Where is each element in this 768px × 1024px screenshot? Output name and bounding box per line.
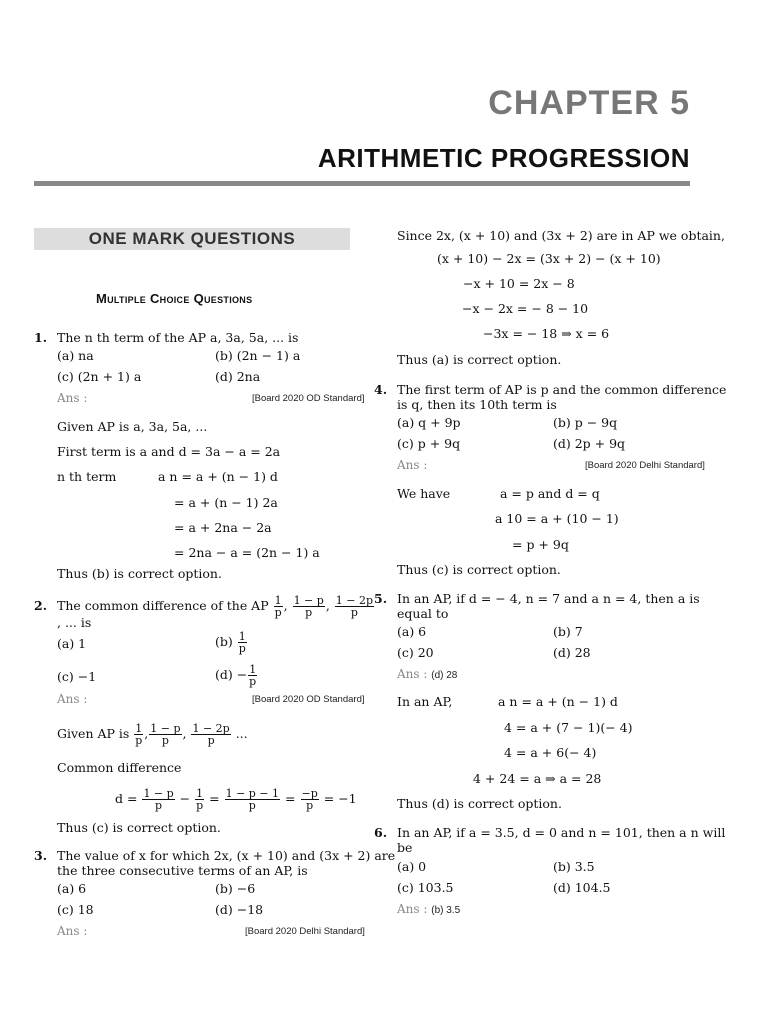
- fraction: [149, 723, 181, 746]
- solution-line: = p + 9q: [512, 537, 569, 552]
- denominator: p: [274, 606, 282, 619]
- numerator: 1 − p: [293, 594, 324, 607]
- solution-given: Given AP is $\frac{1}{p}$ , $\frac{1 - p}{p}$ , $\frac{1 - 2p}{p}$ ...: [57, 722, 248, 747]
- question-number: 6.: [374, 825, 388, 840]
- denominator: p: [161, 734, 169, 747]
- option-a: (a) na: [57, 348, 94, 363]
- numerator: 1: [238, 630, 246, 643]
- option-c: (c) p + 9q: [397, 436, 461, 451]
- solution-line: a 10 = a + (10 − 1): [495, 511, 619, 526]
- option-a: (a) 6: [397, 624, 427, 639]
- answer-label: Ans :: [57, 924, 88, 938]
- answer-label-text: Ans :: [397, 667, 428, 681]
- question-stem: The n th term of the AP a, 3a, 5a, ... is: [57, 330, 299, 345]
- option-b: (b) (2n − 1) a: [215, 348, 301, 363]
- solution-line: = a + (n − 1) 2a: [174, 495, 278, 510]
- question-stem: The common difference of the AP $\frac{1}{p}$ , $\frac{1 - p}{p}$ , $\frac{1 - 2p}{p}$: [57, 594, 374, 619]
- solution-line: Common difference: [57, 760, 182, 775]
- option-label: (b): [215, 634, 233, 649]
- solution-line: −x + 10 = 2x − 8: [463, 276, 575, 291]
- board-tag: [Board 2020 OD Standard]: [252, 393, 365, 404]
- section-heading: ONE MARK QUESTIONS: [34, 228, 350, 250]
- solution-conclusion: Thus (a) is correct option.: [397, 352, 562, 367]
- board-tag: [Board 2020 Delhi Standard]: [245, 926, 365, 937]
- question-number: 5.: [374, 591, 388, 606]
- fraction: [195, 788, 204, 811]
- board-tag: [Board 2020 OD Standard]: [252, 694, 365, 705]
- numerator: 1: [196, 787, 204, 800]
- denominator: p: [350, 606, 358, 619]
- question-stem: is q, then its 10th term is: [397, 397, 557, 412]
- answer-label: Ans :: [397, 458, 428, 472]
- option-d: [215, 664, 258, 687]
- fraction: [248, 664, 257, 687]
- option-a: (a) 0: [397, 859, 427, 874]
- numerator: −p: [301, 787, 318, 800]
- chapter-number: CHAPTER 5: [488, 84, 690, 122]
- option-c: (c) −1: [57, 669, 97, 684]
- option-d: (d) 2na: [215, 369, 261, 384]
- solution-line: Since 2x, (x + 10) and (3x + 2) are in AP we obtain,: [397, 228, 725, 243]
- answer-label: Ans :: [57, 692, 88, 706]
- answer-label: [397, 667, 457, 683]
- solution-line: n th term: [57, 469, 117, 484]
- option-a: (a) q + 9p: [397, 415, 461, 430]
- title-divider: [34, 181, 690, 186]
- solution-conclusion: Thus (d) is correct option.: [397, 796, 562, 811]
- question-number: 3.: [34, 848, 48, 863]
- answer-label: Ans :: [57, 391, 88, 405]
- denominator: p: [207, 734, 215, 747]
- eq-part: = −1: [323, 791, 357, 806]
- answer-label-text: Ans :: [397, 902, 428, 916]
- solution-conclusion: Thus (c) is correct option.: [57, 820, 221, 835]
- fraction: [301, 788, 319, 811]
- question-number: 1.: [34, 330, 48, 345]
- option-a: (a) 1: [57, 636, 87, 651]
- given-label: Given AP is: [57, 726, 130, 741]
- solution-line: 4 + 24 = a ⇒ a = 28: [473, 771, 602, 786]
- numerator: 1 − 2p: [335, 594, 374, 607]
- option-a: (a) 6: [57, 881, 87, 896]
- option-b: [215, 631, 248, 654]
- solution-conclusion: Thus (b) is correct option.: [57, 566, 222, 581]
- answer-label: [397, 902, 460, 918]
- solution-line: a n = a + (n − 1) d: [498, 694, 618, 709]
- solution-line: Given AP is a, 3a, 5a, ...: [57, 419, 208, 434]
- fraction: [293, 595, 325, 618]
- question-stem: The value of x for which 2x, (x + 10) and (3x + 2) are: [57, 848, 396, 863]
- solution-line: First term is a and d = 3a − a = 2a: [57, 444, 281, 459]
- question-stem: The first term of AP is p and the common difference: [397, 382, 727, 397]
- option-d: (d) 104.5: [553, 880, 611, 895]
- eq-part: −: [179, 791, 191, 806]
- stem-text: The common difference of the AP: [57, 598, 269, 613]
- option-b: (b) p − 9q: [553, 415, 618, 430]
- numerator: 1 − 2p: [192, 722, 230, 735]
- solution-line: We have: [397, 486, 451, 501]
- numerator: 1: [274, 594, 282, 607]
- denominator: p: [248, 799, 256, 812]
- denominator: p: [155, 799, 163, 812]
- question-number: 2.: [34, 598, 48, 613]
- stem-tail: , ... is: [57, 615, 92, 630]
- option-c: (c) 18: [57, 902, 94, 917]
- numerator: 1 − p − 1: [225, 787, 280, 800]
- question-stem: be: [397, 840, 413, 855]
- fraction: [134, 723, 143, 746]
- solution-line: = 2na − a = (2n − 1) a: [174, 545, 320, 560]
- solution-line: a = p and d = q: [500, 486, 600, 501]
- option-c: (c) (2n + 1) a: [57, 369, 142, 384]
- solution-line: a n = a + (n − 1) d: [158, 469, 278, 484]
- denominator: p: [249, 675, 257, 688]
- fraction: [191, 723, 230, 746]
- option-c: (c) 103.5: [397, 880, 454, 895]
- denominator: p: [306, 799, 314, 812]
- solution-line: (x + 10) − 2x = (3x + 2) − (x + 10): [437, 251, 661, 266]
- eq-part: d =: [115, 791, 138, 806]
- question-stem: In an AP, if a = 3.5, d = 0 and n = 101, then a n will: [397, 825, 726, 840]
- solution-line: = a + 2na − 2a: [174, 520, 272, 535]
- fraction: [142, 788, 174, 811]
- answer-value: (d) 28: [431, 670, 458, 681]
- solution-equation: [115, 785, 357, 813]
- option-b: (b) 3.5: [553, 859, 595, 874]
- fraction: [238, 631, 247, 654]
- subsection-heading: Multiple Choice Questions: [96, 291, 253, 306]
- option-d: (d) 28: [553, 645, 591, 660]
- eq-part: =: [285, 791, 296, 806]
- option-b: (b) −6: [215, 881, 256, 896]
- option-d: (d) 2p + 9q: [553, 436, 626, 451]
- numerator: 1 − p: [143, 787, 174, 800]
- solution-line: −3x = − 18 ⇒ x = 6: [483, 326, 610, 341]
- numerator: 1: [249, 663, 257, 676]
- solution-line: 4 = a + 6(− 4): [504, 745, 597, 760]
- denominator: p: [135, 734, 143, 747]
- question-stem: In an AP, if d = − 4, n = 7 and a n = 4, then a is: [397, 591, 700, 606]
- answer-value: (b) 3.5: [431, 905, 461, 916]
- solution-line: In an AP,: [397, 694, 453, 709]
- denominator: p: [196, 799, 204, 812]
- fraction: [274, 595, 283, 618]
- solution-line: −x − 2x = − 8 − 10: [462, 301, 589, 316]
- question-stem: the three consecutive terms of an AP, is: [57, 863, 308, 878]
- denominator: p: [238, 642, 246, 655]
- fraction: [335, 595, 374, 618]
- eq-part: =: [209, 791, 220, 806]
- option-c: (c) 20: [397, 645, 434, 660]
- question-stem: equal to: [397, 606, 449, 621]
- numerator: 1 − p: [150, 722, 181, 735]
- option-label: (d) −: [215, 667, 248, 682]
- question-number: 4.: [374, 382, 388, 397]
- chapter-title: ARITHMETIC PROGRESSION: [317, 143, 690, 173]
- option-d: (d) −18: [215, 902, 264, 917]
- denominator: p: [305, 606, 313, 619]
- option-b: (b) 7: [553, 624, 583, 639]
- solution-line: 4 = a + (7 − 1)(− 4): [504, 720, 633, 735]
- fraction: [225, 788, 280, 811]
- ellipsis: ...: [235, 726, 248, 741]
- solution-conclusion: Thus (c) is correct option.: [397, 562, 561, 577]
- board-tag: [Board 2020 Delhi Standard]: [585, 460, 705, 471]
- numerator: 1: [135, 722, 143, 735]
